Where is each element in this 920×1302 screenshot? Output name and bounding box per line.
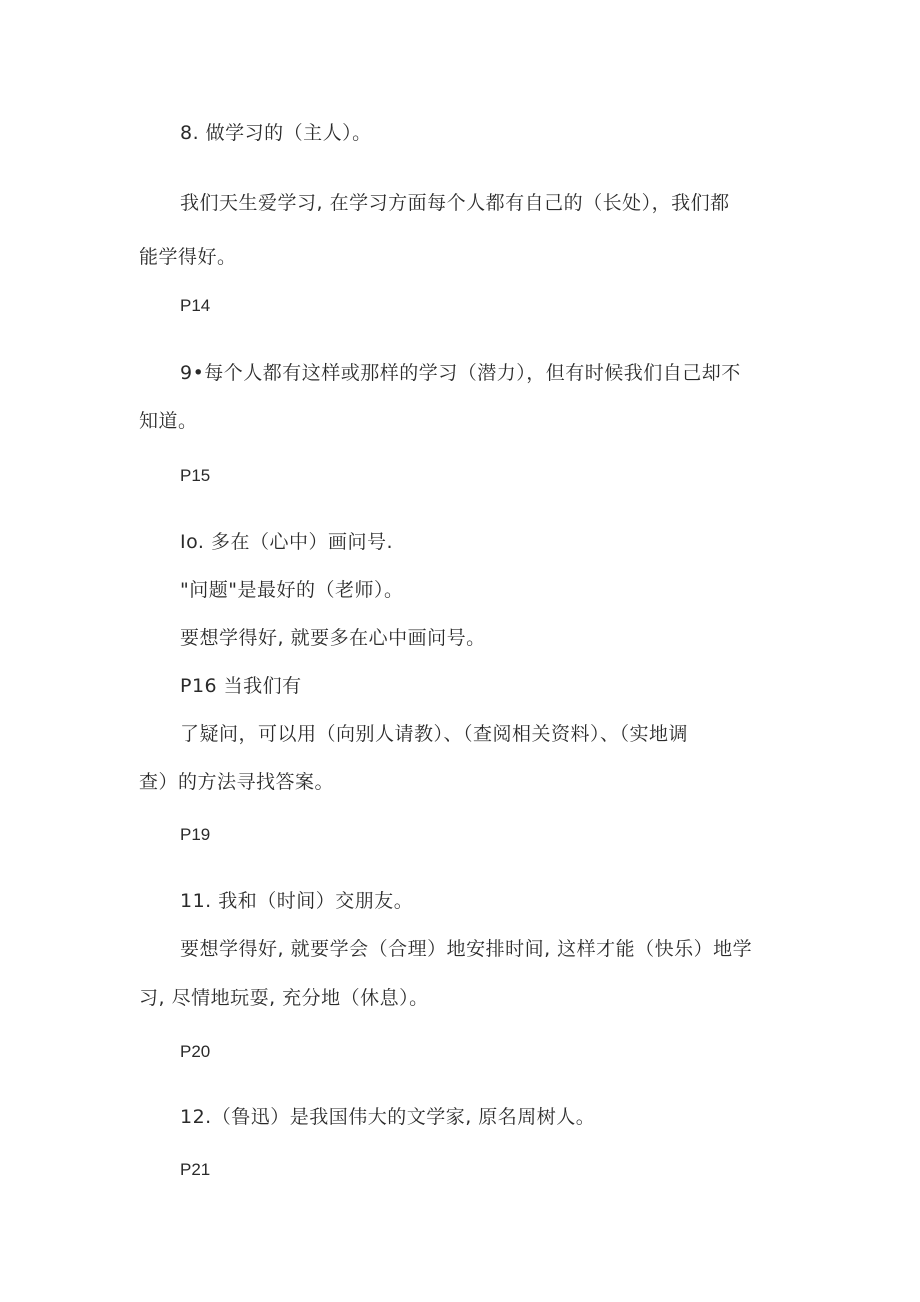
paragraph-line: 知道。 (139, 410, 198, 432)
paragraph-line: 要想学得好, 就要学会（合理）地安排时间, 这样才能（快乐）地学 (180, 938, 753, 960)
paragraph-line: 能学得好。 (139, 246, 237, 268)
section-9-heading: 9•每个人都有这样或那样的学习（潜力），但有时候我们自己却不 (180, 362, 741, 384)
page-ref-p19: P19 (180, 825, 211, 844)
page-ref-p14: P14 (180, 296, 211, 315)
section-12-heading: 12.（鲁迅）是我国伟大的文学家, 原名周树人。 (180, 1106, 596, 1128)
paragraph-line: 我们天生爱学习, 在学习方面每个人都有自己的（长处），我们都 (180, 192, 730, 214)
paragraph-line: 了疑问，可以用（向别人请教）、（查阅相关资料）、（实地调 (180, 723, 689, 745)
paragraph-line: 习, 尽情地玩耍, 充分地（休息）。 (139, 987, 429, 1009)
page-ref-p16-line: P16 当我们有 (180, 675, 302, 697)
paragraph-line: 要想学得好, 就要多在心中画问号。 (180, 627, 486, 649)
page-ref-p21: P21 (180, 1160, 211, 1179)
page-ref-p15: P15 (180, 466, 211, 485)
paragraph-line: 查）的方法寻找答案。 (139, 771, 335, 793)
page-ref-p20: P20 (180, 1042, 211, 1061)
section-11-heading: 11. 我和（时间）交朋友。 (180, 890, 414, 912)
paragraph-line: "问题"是最好的（老师）。 (180, 579, 404, 601)
section-8-heading: 8. 做学习的（主人）。 (180, 122, 372, 144)
section-10-heading: Io. 多在（心中）画问号. (180, 531, 394, 553)
